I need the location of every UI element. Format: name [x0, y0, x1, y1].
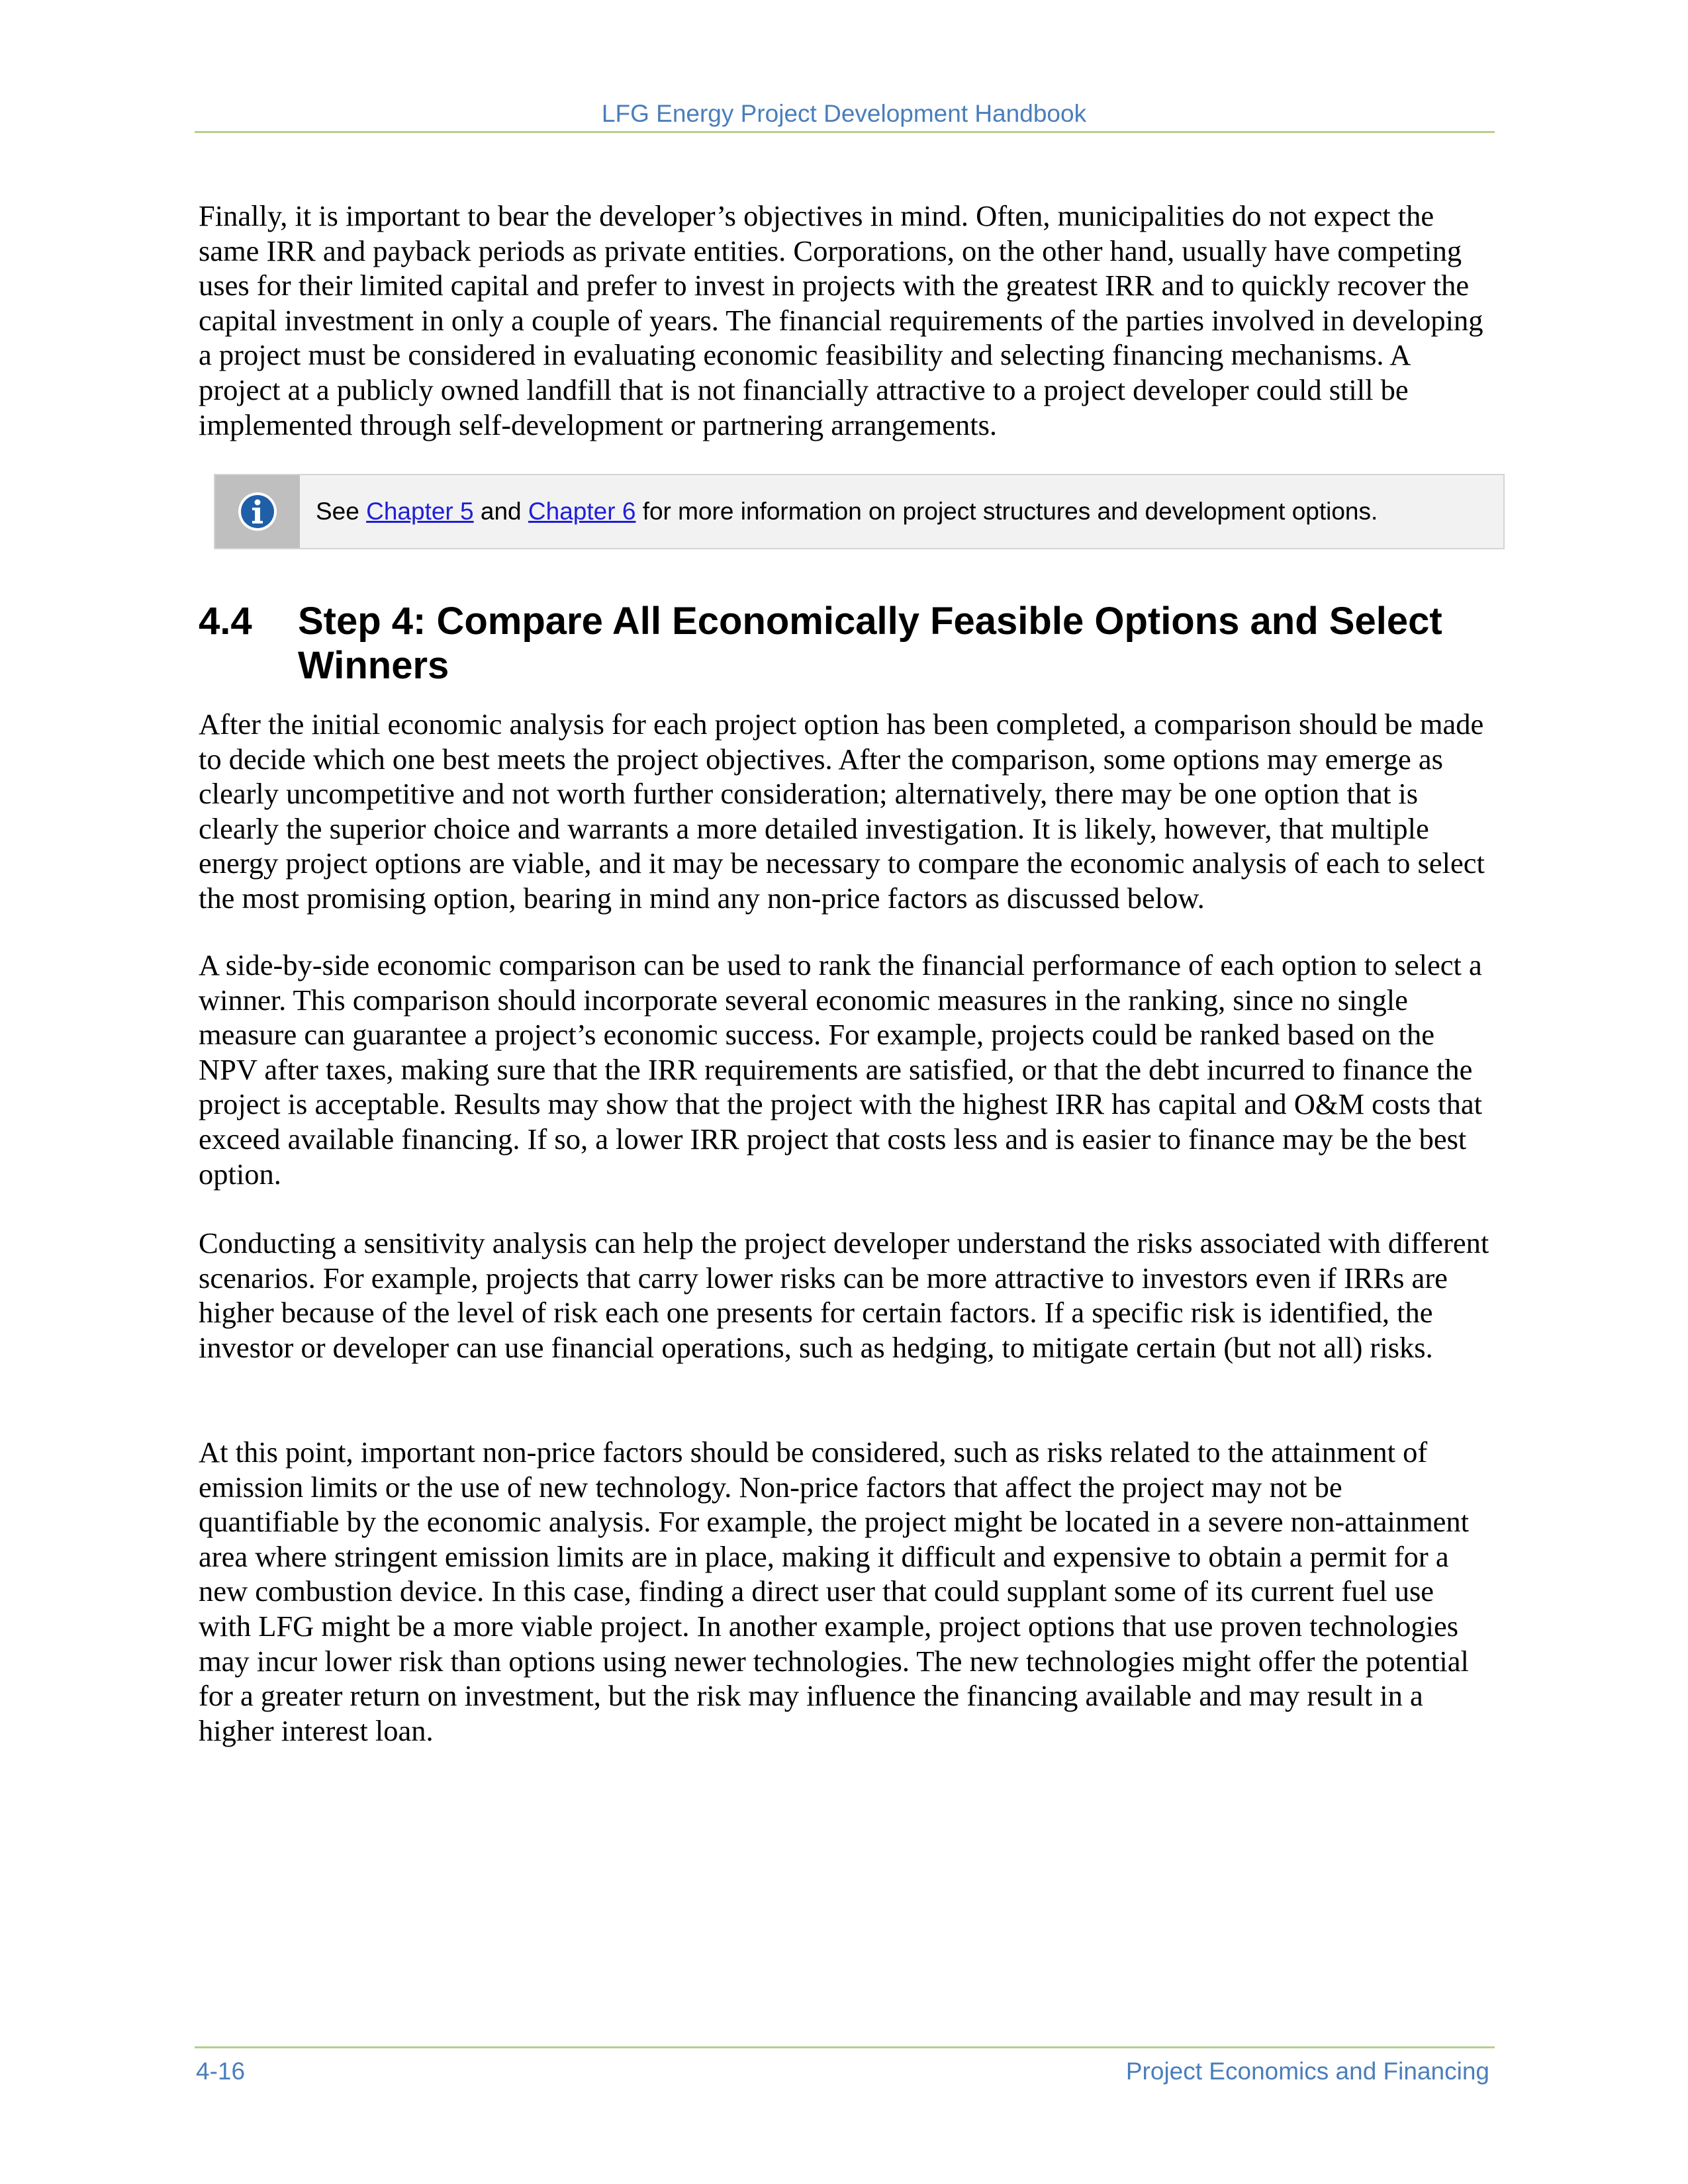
section-heading	[199, 599, 1496, 688]
paragraph-side-by-side: A side-by-side economic comparison can be used to rank the financial performance of each option to select a winner. This comparison should incorporate several economic measures in the ranking, since no single measure can guarantee a project’s economic success. For example, projects could be ranked based on the NPV after taxes, making sure that the IRR requirements are satisfied, or that the debt incurred to finance the project is acceptable. Results may show that the project with the highest IRR has capital and O&M costs that exceed available financing. If so, a lower IRR project that costs less and is easier to finance may be the best option.	[199, 948, 1483, 1191]
footer-rule	[195, 2046, 1495, 2048]
page-number: 4-16	[196, 2058, 246, 2085]
callout-suffix: for more information on project structures and development options.	[635, 498, 1378, 525]
info-icon	[237, 491, 278, 532]
section-title: Step 4: Compare All Economically Feasible Options and Select Winners	[298, 600, 1442, 687]
paragraph-sensitivity-analysis: Conducting a sensitivity analysis can help the project developer understand the risks associated with different scenarios. For example, projects that carry lower risks can be more attractive to investors even if IRRs are higher because of the level of risk each one presents for certain factors. If a specific risk is identified, the investor or developer can use financial operations, such as hedging, to mitigate certain (but not all) risks.	[199, 1226, 1489, 1364]
callout-icon-cell	[215, 475, 300, 548]
footer-chapter-title: Project Economics and Financing	[1125, 2058, 1489, 2085]
chapter-6-link[interactable]: Chapter 6	[528, 498, 636, 525]
paragraph-developer-objectives: Finally, it is important to bear the developer’s objectives in mind. Often, municipalities do not expect the same IRR and payback periods as private entities. Corporations, on the other hand, usually have competing uses for their limited capital and prefer to invest in projects with the greatest IRR and to quickly recover the capital investment in only a couple of years. The financial requirements of the parties involved in developing a project must be considered in evaluating economic feasibility and selecting financing mechanisms. A project at a publicly owned landfill that is not financially attractive to a project developer could still be implemented through self-development or partnering arrangements.	[199, 199, 1483, 441]
header-rule	[195, 131, 1495, 133]
paragraph-initial-comparison: After the initial economic analysis for each project option has been completed, a comparison should be made to decide which one best meets the project objectives. After the comparison, some options may emerge as clearly uncompetitive and not worth further consideration; alternatively, there may be one option that is clearly the superior choice and warrants a more detailed investigation. It is likely, however, that multiple energy project options are viable, and it may be necessary to compare the economic analysis of each to select the most promising option, bearing in mind any non-price factors as discussed below.	[199, 707, 1485, 915]
running-header: LFG Energy Project Development Handbook	[601, 100, 1087, 127]
callout-prefix: See	[316, 498, 367, 525]
section-number: 4.4	[199, 600, 252, 643]
callout-middle: and	[473, 498, 528, 525]
paragraph-non-price-factors: At this point, important non-price factors should be considered, such as risks related to the attainment of emission limits or the use of new technology. Non-price factors that affect the project may not be quantifiable by the economic analysis. For example, the project might be located in a severe non-attainment area where stringent emission limits are in place, making it difficult and expensive to obtain a permit for a new combustion device. In this case, finding a direct user that could supplant some of its current fuel use with LFG might be a more viable project. In another example, project options that use proven technologies may incur lower risk than options using newer technologies. The new technologies might offer the potential for a greater return on investment, but the risk may influence the financing available and may result in a higher interest loan.	[199, 1435, 1470, 1747]
callout-text	[316, 475, 1378, 548]
chapter-5-link[interactable]: Chapter 5	[366, 498, 474, 525]
info-callout	[214, 474, 1505, 549]
